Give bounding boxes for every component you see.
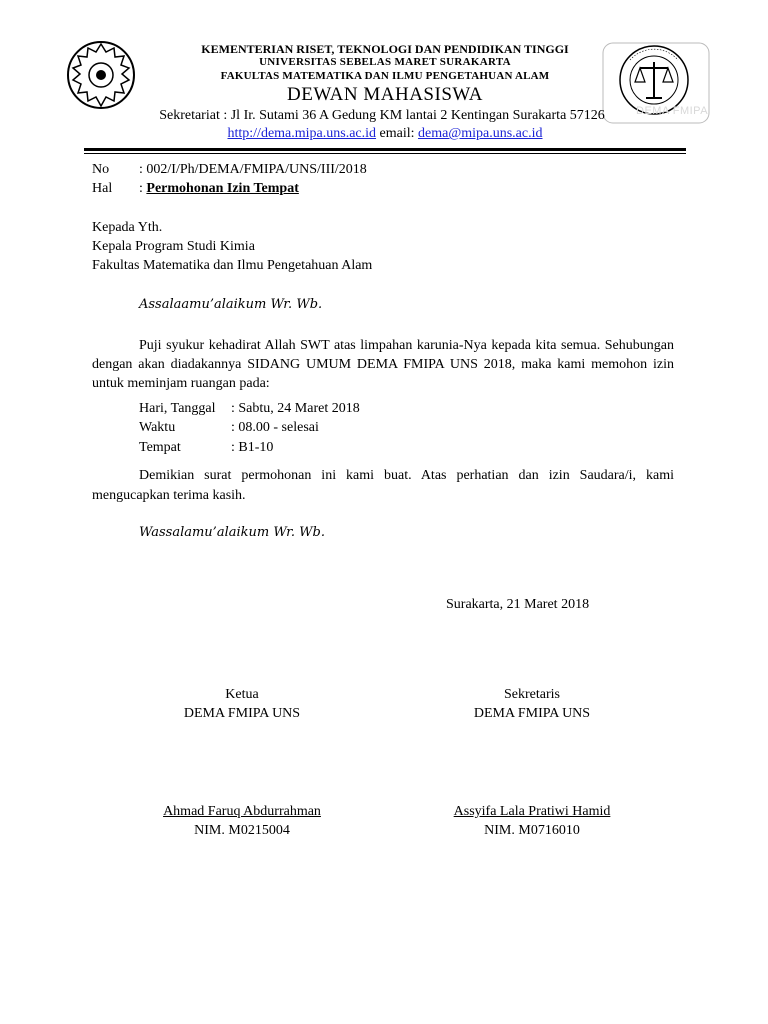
hal-label: Hal xyxy=(92,181,113,196)
website-link[interactable]: http://dema.mipa.uns.ac.id xyxy=(227,126,377,141)
no-label: No xyxy=(92,162,110,177)
faculty-line: FAKULTAS MATEMATIKA DAN ILMU PENGETAHUAN ALAM xyxy=(220,70,550,82)
email-label: email: xyxy=(379,126,415,141)
detail-time xyxy=(139,420,319,436)
closing-greeting: Wassalamu’alaikum Wr. Wb. xyxy=(139,525,325,540)
signature-left-title: Ketua xyxy=(225,687,259,702)
hal-value: Permohonan Izin Tempat xyxy=(146,181,299,196)
header-divider-thin xyxy=(84,153,686,154)
detail-value: : Sabtu, 24 Maret 2018 xyxy=(231,401,360,416)
detail-label: Waktu xyxy=(139,420,176,435)
logo-watermark: DEMA FMIPA xyxy=(636,105,709,117)
detail-value: : 08.00 - selesai xyxy=(231,420,319,435)
letter-number xyxy=(92,162,367,178)
org-title: DEWAN MAHASISWA xyxy=(287,84,483,105)
signature-left-name: Ahmad Faruq Abdurrahman xyxy=(163,804,321,819)
recipient-line-2: Kepala Program Studi Kimia xyxy=(92,239,255,254)
detail-place xyxy=(139,440,273,456)
paragraph-2: Demikian surat permohonan ini kami buat. Atas perhatian dan izin Saudara/i, kami mengucapkan terima kasih. xyxy=(92,468,674,503)
signature-right-title: Sekretaris xyxy=(504,687,560,702)
no-value: : 002/I/Ph/DEMA/FMIPA/UNS/III/2018 xyxy=(139,162,367,177)
signature-right-org: DEMA FMIPA UNS xyxy=(473,706,591,721)
detail-value: : B1-10 xyxy=(231,440,274,455)
greeting: Assalaamu’alaikum Wr. Wb. xyxy=(139,297,323,312)
header-divider-thick xyxy=(84,148,686,151)
signature-right-name: Assyifa Lala Pratiwi Hamid xyxy=(453,804,611,819)
university-line: UNIVERSITAS SEBELAS MARET SURAKARTA xyxy=(259,56,511,68)
letter-subject xyxy=(92,181,299,197)
recipient-line-3: Fakultas Matematika dan Ilmu Pengetahuan Alam xyxy=(92,258,373,273)
detail-label: Tempat xyxy=(139,440,181,455)
detail-label: Hari, Tanggal xyxy=(139,401,216,416)
detail-date xyxy=(139,401,360,417)
recipient-line-1: Kepada Yth. xyxy=(92,220,163,235)
signature-right-nim: NIM. M0716010 xyxy=(484,823,580,838)
hal-colon: : xyxy=(139,181,143,196)
address-line: Sekretariat : Jl Ir. Sutami 36 A Gedung KM lantai 2 Kentingan Surakarta 57126 xyxy=(159,108,605,123)
ministry-line: KEMENTERIAN RISET, TEKNOLOGI DAN PENDIDIKAN TINGGI xyxy=(201,42,569,56)
place-date: Surakarta, 21 Maret 2018 xyxy=(446,597,590,612)
paragraph-1: Puji syukur kehadirat Allah SWT atas limpahan karunia-Nya kepada kita semua. Sehubungan dengan akan diadakannya SIDANG UMUM DEMA FMIPA UNS 2018, maka kami memohon izin untuk meminjam ruangan pada: xyxy=(92,338,674,391)
signature-left-nim: NIM. M0215004 xyxy=(194,823,290,838)
signature-left-org: DEMA FMIPA UNS xyxy=(183,706,301,721)
email-link[interactable]: dema@mipa.uns.ac.id xyxy=(418,126,543,141)
contact-line xyxy=(120,126,650,142)
